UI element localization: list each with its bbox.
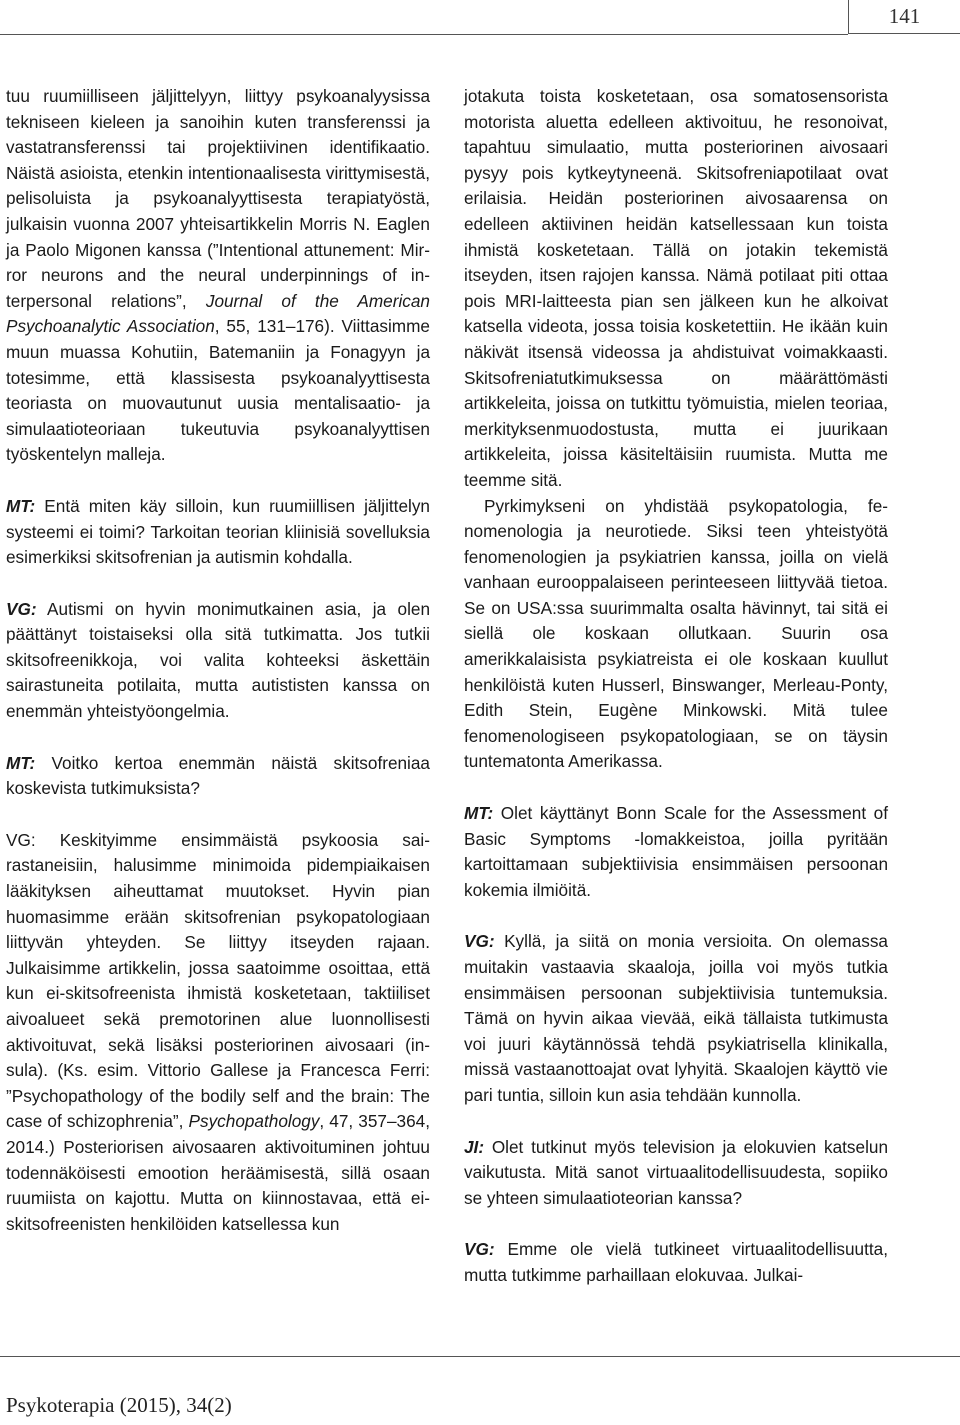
paragraph [6,751,430,802]
speaker-label: MT: [6,495,36,516]
speaker-label: VG: [464,1239,495,1260]
speaker-label: JI: [464,1136,485,1157]
speaker-label: MT: [464,803,494,824]
text: Kyllä, ja siitä on monia versioita. On olemassa muitakin vastaavia skaaloja, joilla voi myös tutkia ensimmäisen persoonan subjektiivisia tuntemuksia. Tämä on hyvin aikaa vievää, eikä tällaista tutkimusta voi juuri käytännössä tehdä psykiatrisella klinikalla, missä vastaanottoajat ovat lyhyitä. Skaalojen käyttö vie pari tuntia, silloin kun asia tehdään kunnolla. [464,931,888,1105]
paragraph: jotakuta toista kosketetaan, osa somatosensorista motorista aluetta edelleen aktivoituu, he resonoivat, tapahtuu simulaatio, mutta posteriorinen aivosaari pysyy pois kytkeytyneenä. Skitsofreniapotilaat ovat erilaisia. Heidän posteriorinen aivosaarensa on edelleen aktiivinen heidän katsellessaan kun toista ihmistä kosketetaan. Tällä on jotakin tekemistä itseyden, itsen rajojen kanssa. Nämä potilaat piti ottaa pois MRI-laitteesta pian sen jälkeen kun he alkoivat katsella videota, jossa toisia kosketettiin. He ikään kuin näkivät itsensä videossa ja ahdistuivat voimakkaasti. Skitsofreniatutkimuksessa on määrättömästi artikkeleita, joissa on tutkittu työmuistia, mielen teoriaa, merkityksenmuodostusta, mutta ei juurikaan artikkeleita, joissa käsiteltäisiin ruumista. Mutta me teemme sitä. [464,86,888,490]
paragraph: Pyrkimykseni on yhdistää psykopatologia, fenomenologia ja neurotiede. Siksi teen yhteistyötä fenomenologien ja psykiatrien kanssa, joilla on vielä vanhaan eurooppalaiseen perinteeseen liittyvää tietoa. Se on USA:ssa suurimmalta osalta hävinnyt, tai sitä ei siellä ole koskaan ollutkaan. Suurin osa amerikkalaisista psykiatreista ei ole koskaan kuullut henkilöistä kuten Husserl, Binswanger, Merleau-Ponty, Edith Stein, Eugène Minkowski. Mitä tulee fenomenologiseen psykopatologiaan, se on täysin tuntematonta Amerikassa. [464,495,888,772]
footer-rule [0,1356,960,1357]
paragraph [6,828,430,1238]
journal-title: Psychopathology [188,1111,320,1132]
text: tuu ruumiilliseen jäljittelyyn, liittyy psykoanalyysissa tekniseen kieleen ja sanoihin kuten transferenssi ja vastatransferenssi tai projektiivinen identifikaatio. Näistä asioista, etenkin intentionaalisesta virittymisestä, pelisoluista ja psykoanalyyttisesta terapiatyöstä, julkaisin vuonna 2007 yhteisartikkelin Morris N. Eaglen ja Paolo Migonen kanssa (”Intentional attunement: Mirror neurons and the neural underpinnings of interpersonal relations”, [6,86,430,311]
speaker-label: VG: [6,598,37,619]
journal-footer: Psykoterapia (2015), 34(2) [6,1393,232,1417]
paragraph [6,84,430,468]
header-rule [0,34,848,35]
left-column [6,84,430,1237]
paragraph [464,1135,888,1212]
paragraph [464,801,888,903]
speaker-label: MT: [6,752,36,773]
text: Olet tutkinut myös television ja elokuvien katselun vaikutusta. Mitä sanot virtuaalitodellisuudesta, sopiiko se yhteen simulaatioteorian kanssa? [464,1136,888,1208]
text: Voitko kertoa enemmän näistä skitsofreniaa koskevista tutkimuksista? [6,752,430,799]
journal-title: Journal of the American Psychoanalytic Association [6,290,430,337]
paragraph [464,1237,888,1288]
text: Olet käyttänyt Bonn Scale for the Assessment of Basic Symptoms -lomakkeistoa, joilla pyritään kartoittamaan subjektiivisia ensimmäisen persoonan kokemia ilmiöitä. [464,803,888,900]
text: VG: Keskityimme ensimmäistä psykoosia sairastaneisiin, halusimme minimoida pidempiaikaisen lääkityksen aiheuttamat muutokset. Hyvin pian huomasimme erään skitsofrenian psykopatologiaan liittyvän yhteyden. Se liittyy itseyden rajaan. Julkaisimme artikkelin, jossa saatoimme osoittaa, että kun ei-skitsofreenista ihmistä kosketetaan, taktiiliset aivoalueet sekä premotorinen alue luonnollisesti aktivoituvat, sekä lisäksi posteriorinen aivosaari (insula). (Ks. esim. Vittorio Gallese ja Francesca Ferri: ”Psychopathology of the bodily self and the brain: The case of schizophrenia”, [6,829,430,1132]
text: , 55, 131–176). Viittasimme muun muassa Kohutiin, Batemaniin ja Fonagyyn ja totesimme, että klassisesta psykoanalyyttisesta teoriasta on muovautunut uusia mentalisaatio- ja simulaatioteoriaan tukeutuvia psykoanalyyttisen työskentelyn malleja. [6,316,430,465]
speaker-label: VG: [464,931,495,952]
paragraph [6,597,430,725]
text: , 47, 357–364, 2014.) Posteriorisen aivosaaren aktivoituminen johtuu todennäköisesti emootion heräämisestä, sillä osaan ruumiista on kajottu. Mutta on kiinnostavaa, että ei-skitsofreenisten henkilöiden katsellessa kun [6,1111,430,1234]
text: Autismi on hyvin monimutkainen asia, ja olen päättänyt toistaiseksi olla sitä tutkimatta. Jos tutkii skitsofreenikkoja, voi valita kohteeksi äskettäin sairastuneita potilaita, mutta autististen kanssa on enemmän yhteistyöongelmia. [6,598,430,722]
paragraph [6,494,430,571]
paragraph [464,929,888,1108]
text: Emme ole vielä tutkineet virtuaalitodellisuutta, mutta tutkimme parhaillaan elokuvaa. Julkai- [464,1239,888,1285]
text: Entä miten käy silloin, kun ruumiillisen jäljittelyn systeemi ei toimi? Tarkoitan teorian kliinisiä sovelluksia esimerkiksi skitsofrenian ja autismin kohdalla. [6,495,430,568]
page-number: 141 [848,0,960,34]
right-column [464,84,888,1289]
